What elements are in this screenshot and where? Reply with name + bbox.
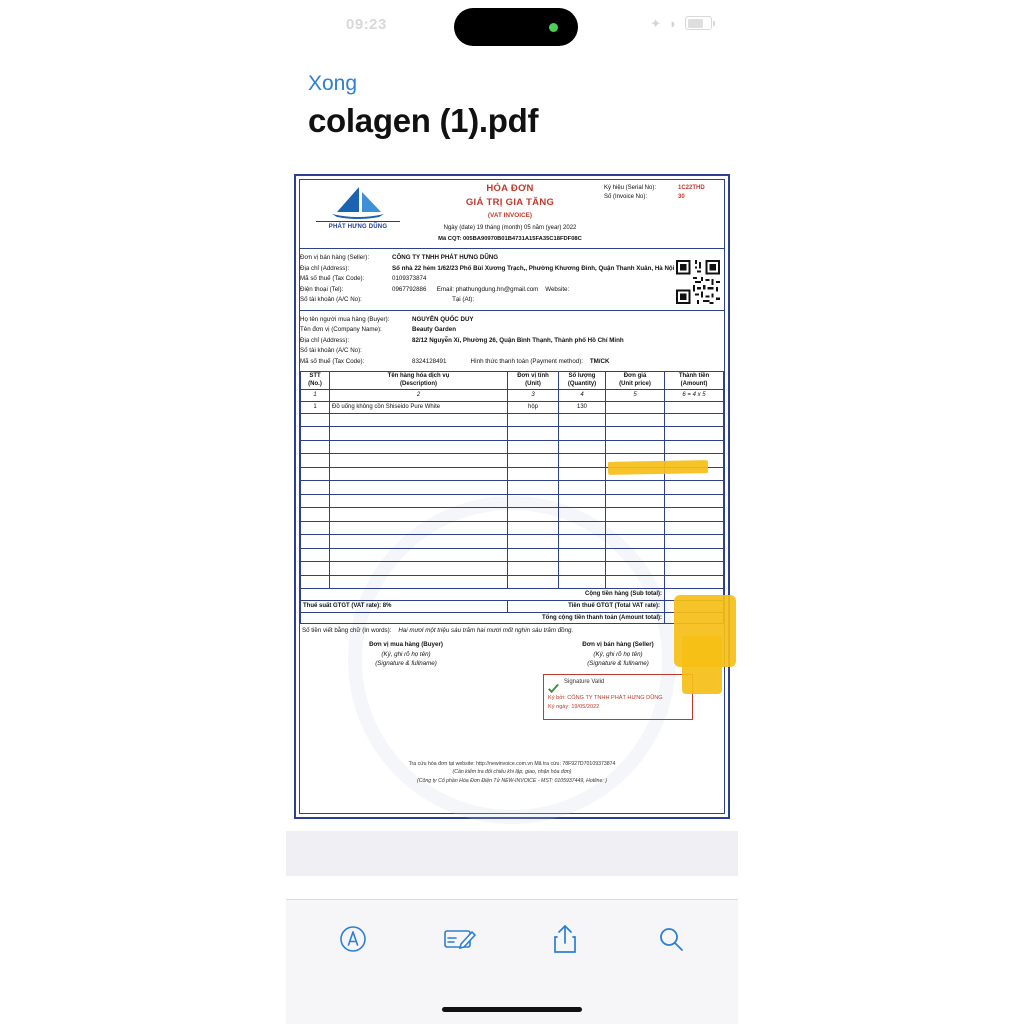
bottom-toolbar bbox=[286, 899, 738, 1024]
home-indicator[interactable] bbox=[442, 1007, 582, 1012]
table-column-numbers-row bbox=[301, 390, 724, 402]
invoice-no-value: 30 bbox=[678, 193, 685, 200]
signature-signed-date: Ký ngày: 19/05/2022 bbox=[548, 703, 600, 710]
battery-icon bbox=[685, 16, 712, 30]
buyer-block bbox=[300, 315, 724, 368]
buyer-address-label: Địa chỉ (Address): bbox=[300, 336, 350, 344]
colnum-6: 6 = 4 x 5 bbox=[665, 390, 724, 402]
seller-name-value: CÔNG TY TNHH PHÁT HƯNG DŨNG bbox=[392, 254, 499, 261]
table-row-empty bbox=[301, 508, 724, 522]
row-unit: hộp bbox=[508, 402, 559, 414]
amount-in-words-value: Hai mươi một triệu sáu trăm hai mươi mốt nghìn sáu trăm đồng. bbox=[398, 627, 574, 635]
seller-email-value: phathungdung.hn@gmail.com bbox=[455, 285, 539, 293]
buyer-signature-title: Đơn vị mua hàng (Buyer) bbox=[369, 641, 443, 649]
seller-email-label: Email: bbox=[436, 285, 454, 293]
header-unit-price: Đơn giá (Unit price) bbox=[606, 372, 665, 390]
table-row bbox=[301, 402, 724, 414]
header-quantity: Số lượng (Quantity) bbox=[559, 372, 606, 390]
seller-website-label: Website: bbox=[545, 285, 570, 293]
serial-label: Ký hiệu (Serial No): bbox=[604, 185, 657, 191]
table-row-empty bbox=[301, 440, 724, 454]
qr-code bbox=[676, 260, 720, 304]
seller-tax-value: 0109373874 bbox=[392, 275, 427, 283]
grand-total-row bbox=[301, 612, 724, 624]
signature-area bbox=[300, 640, 724, 720]
invoice-title-line2: GIÁ TRỊ GIA TĂNG bbox=[465, 196, 555, 208]
invoice-title-line3: (VAT INVOICE) bbox=[487, 211, 533, 219]
buyer-account-value bbox=[412, 346, 724, 357]
seller-account-label: Số tài khoản (A/C No): bbox=[300, 296, 362, 304]
row-quantity: 130 bbox=[559, 402, 606, 414]
phone-screen bbox=[286, 0, 738, 1024]
colnum-4: 4 bbox=[559, 390, 606, 402]
header-description: Tên hàng hóa dịch vụ (Description) bbox=[330, 372, 508, 390]
footer-line1: Tra cứu hóa đơn tại website: http://newinvoice.com.vn Mã tra cứu: 78F927D70109373874 bbox=[408, 761, 616, 768]
invoice-date: Ngày (date) 19 tháng (month) 05 năm (year) 2022 bbox=[443, 224, 577, 231]
row-unit-price bbox=[606, 402, 665, 414]
document-title: colagen (1).pdf bbox=[308, 102, 539, 139]
header-divider bbox=[300, 248, 724, 249]
footer-line2: (Cần kiểm tra đối chiếu khi lập, giao, nhận hóa đơn) bbox=[452, 769, 572, 776]
buyer-signature-block bbox=[300, 640, 512, 720]
table-row-empty bbox=[301, 427, 724, 441]
colnum-2: 2 bbox=[330, 390, 508, 402]
markup-icon[interactable] bbox=[336, 922, 370, 956]
subtotal-label: Cộng tiền hàng (Sub total): bbox=[301, 589, 665, 601]
status-bar-indicators bbox=[650, 16, 712, 30]
table-header-row bbox=[301, 372, 724, 390]
buyer-person-value: NGUYỄN QUỐC DUY bbox=[412, 315, 474, 323]
invoice-header bbox=[300, 180, 724, 246]
buyer-signature-sub1: (Ký, ghi rõ họ tên) bbox=[381, 650, 431, 658]
seller-logo bbox=[308, 186, 408, 232]
check-mark-icon bbox=[547, 684, 560, 695]
colnum-1: 1 bbox=[301, 390, 330, 402]
seller-address-value: Số nhà 22 hẻm 1/62/23 Phố Bùi Xương Trạch,, Phường Khương Đình, Quận Thanh Xuân, Hà Nội bbox=[392, 264, 675, 272]
table-row-empty bbox=[301, 535, 724, 549]
colnum-5: 5 bbox=[606, 390, 665, 402]
table-row-empty bbox=[301, 575, 724, 589]
share-icon[interactable] bbox=[548, 922, 582, 956]
vat-label: Tiền thuế GTGT (Total VAT rate): bbox=[508, 600, 665, 612]
payment-method-value: TM/CK bbox=[589, 357, 610, 365]
seller-tax-label: Mã số thuế (Tax Code): bbox=[300, 275, 365, 283]
header-no: STT (No.) bbox=[301, 372, 330, 390]
subtotal-row bbox=[301, 589, 724, 601]
vat-row bbox=[301, 600, 724, 612]
signature-valid-text: Signature Valid bbox=[564, 679, 605, 686]
payment-method-label: Hình thức thanh toán (Payment method): bbox=[470, 357, 583, 365]
status-bar-time: 09:23 bbox=[346, 16, 387, 33]
row-description: Đồ uống không cồn Shiseido Pure White bbox=[330, 402, 508, 414]
row-amount bbox=[665, 402, 724, 414]
seller-block bbox=[300, 253, 724, 306]
grand-total-value bbox=[665, 612, 724, 624]
seller-signature-title: Đơn vị bán hàng (Seller) bbox=[582, 641, 654, 649]
invoice-no-label: Số (Invoice No): bbox=[604, 193, 648, 200]
vat-value bbox=[665, 600, 724, 612]
logo-divider bbox=[316, 221, 400, 222]
header-unit: Đơn vị tính (Unit) bbox=[508, 372, 559, 390]
digital-signature-stamp bbox=[543, 674, 693, 720]
left-letterbox bbox=[0, 0, 286, 1024]
table-row-empty bbox=[301, 562, 724, 576]
invoice-serial-block bbox=[604, 184, 722, 201]
invoice-footer bbox=[300, 760, 724, 785]
buyer-signature-sub2: (Signature & fullname) bbox=[375, 659, 437, 667]
seller-name-label: Đơn vị bán hàng (Seller): bbox=[300, 254, 370, 261]
amount-in-words bbox=[300, 624, 724, 636]
buyer-person-label: Họ tên người mua hàng (Buyer): bbox=[300, 315, 390, 323]
table-row-empty bbox=[301, 548, 724, 562]
buyer-address-value: 82/12 Nguyễn Xí, Phường 26, Quận Bình Thạnh, Thành phố Hồ Chí Minh bbox=[412, 336, 624, 344]
seller-address-label: Địa chỉ (Address): bbox=[300, 264, 350, 272]
right-letterbox bbox=[738, 0, 1024, 1024]
seller-signature-sub1: (Ký, ghi rõ họ tên) bbox=[593, 650, 643, 658]
seller-tel-label: Điện thoại (Tel): bbox=[300, 285, 344, 293]
table-row-empty bbox=[301, 481, 724, 495]
footer-line3: (Công ty Cổ phần Hóa Đơn Điện Tử NEW-INVOICE - MST: 0105937449, Hotline: ) bbox=[417, 777, 607, 784]
buyer-company-value: Beauty Garden bbox=[412, 326, 457, 334]
wifi-icon: ◗ bbox=[669, 15, 677, 31]
navigation-bar bbox=[286, 56, 738, 166]
logo-text: PHÁT HƯNG DŨNG bbox=[328, 224, 388, 230]
header-amount: Thành tiền (Amount) bbox=[665, 372, 724, 390]
document-viewer[interactable] bbox=[286, 166, 738, 876]
invoice-title-line1: HÓA ĐƠN bbox=[486, 183, 534, 194]
dynamic-island bbox=[454, 8, 578, 46]
row-no: 1 bbox=[301, 402, 330, 414]
pdf-page[interactable] bbox=[286, 166, 738, 831]
colnum-3: 3 bbox=[508, 390, 559, 402]
table-row-empty bbox=[301, 467, 724, 481]
amount-in-words-label: Số tiền viết bằng chữ (In words): bbox=[302, 627, 392, 635]
signature-signed-by: Ký bởi: CÔNG TY TNHH PHÁT HƯNG DŨNG bbox=[548, 695, 663, 702]
line-items-table bbox=[300, 371, 724, 624]
search-icon[interactable] bbox=[654, 922, 688, 956]
seller-tel-value: 0967792886 bbox=[392, 285, 427, 293]
buyer-tax-value: 8324128491 bbox=[412, 357, 447, 365]
annotate-icon[interactable] bbox=[442, 922, 476, 956]
seller-signature-block bbox=[512, 640, 724, 720]
camera-indicator-dot bbox=[549, 23, 558, 32]
table-row-empty bbox=[301, 521, 724, 535]
buyer-account-label: Số tài khoản (A/C No): bbox=[300, 347, 362, 355]
sail-boat-icon bbox=[329, 186, 387, 220]
table-row-empty bbox=[301, 413, 724, 427]
seller-divider bbox=[300, 310, 724, 311]
table-row-empty bbox=[301, 454, 724, 468]
buyer-company-label: Tên đơn vị (Company Name): bbox=[300, 326, 382, 334]
subtotal-value bbox=[665, 589, 724, 601]
status-bar bbox=[286, 0, 738, 56]
bluetooth-icon: ✦ bbox=[650, 15, 662, 31]
grand-total-label: Tổng cộng tiền thanh toán (Amount total): bbox=[301, 612, 665, 624]
table-row-empty bbox=[301, 494, 724, 508]
vat-rate-label: Thuế suất GTGT (VAT rate): 8% bbox=[301, 600, 508, 612]
invoice-content bbox=[300, 180, 724, 785]
seller-bank-label: Tại (At): bbox=[452, 296, 475, 304]
serial-value: 1C22THD bbox=[678, 185, 705, 191]
seller-signature-sub2: (Signature & fullname) bbox=[587, 659, 649, 667]
invoice-title-block bbox=[410, 182, 610, 243]
done-button[interactable]: Xong bbox=[308, 72, 358, 95]
invoice-cqt-code: Mã CQT: 005BA90970B01B4731A15FA35C18FDF08C bbox=[438, 235, 582, 242]
buyer-tax-label: Mã số thuế (Tax Code): bbox=[300, 357, 365, 365]
